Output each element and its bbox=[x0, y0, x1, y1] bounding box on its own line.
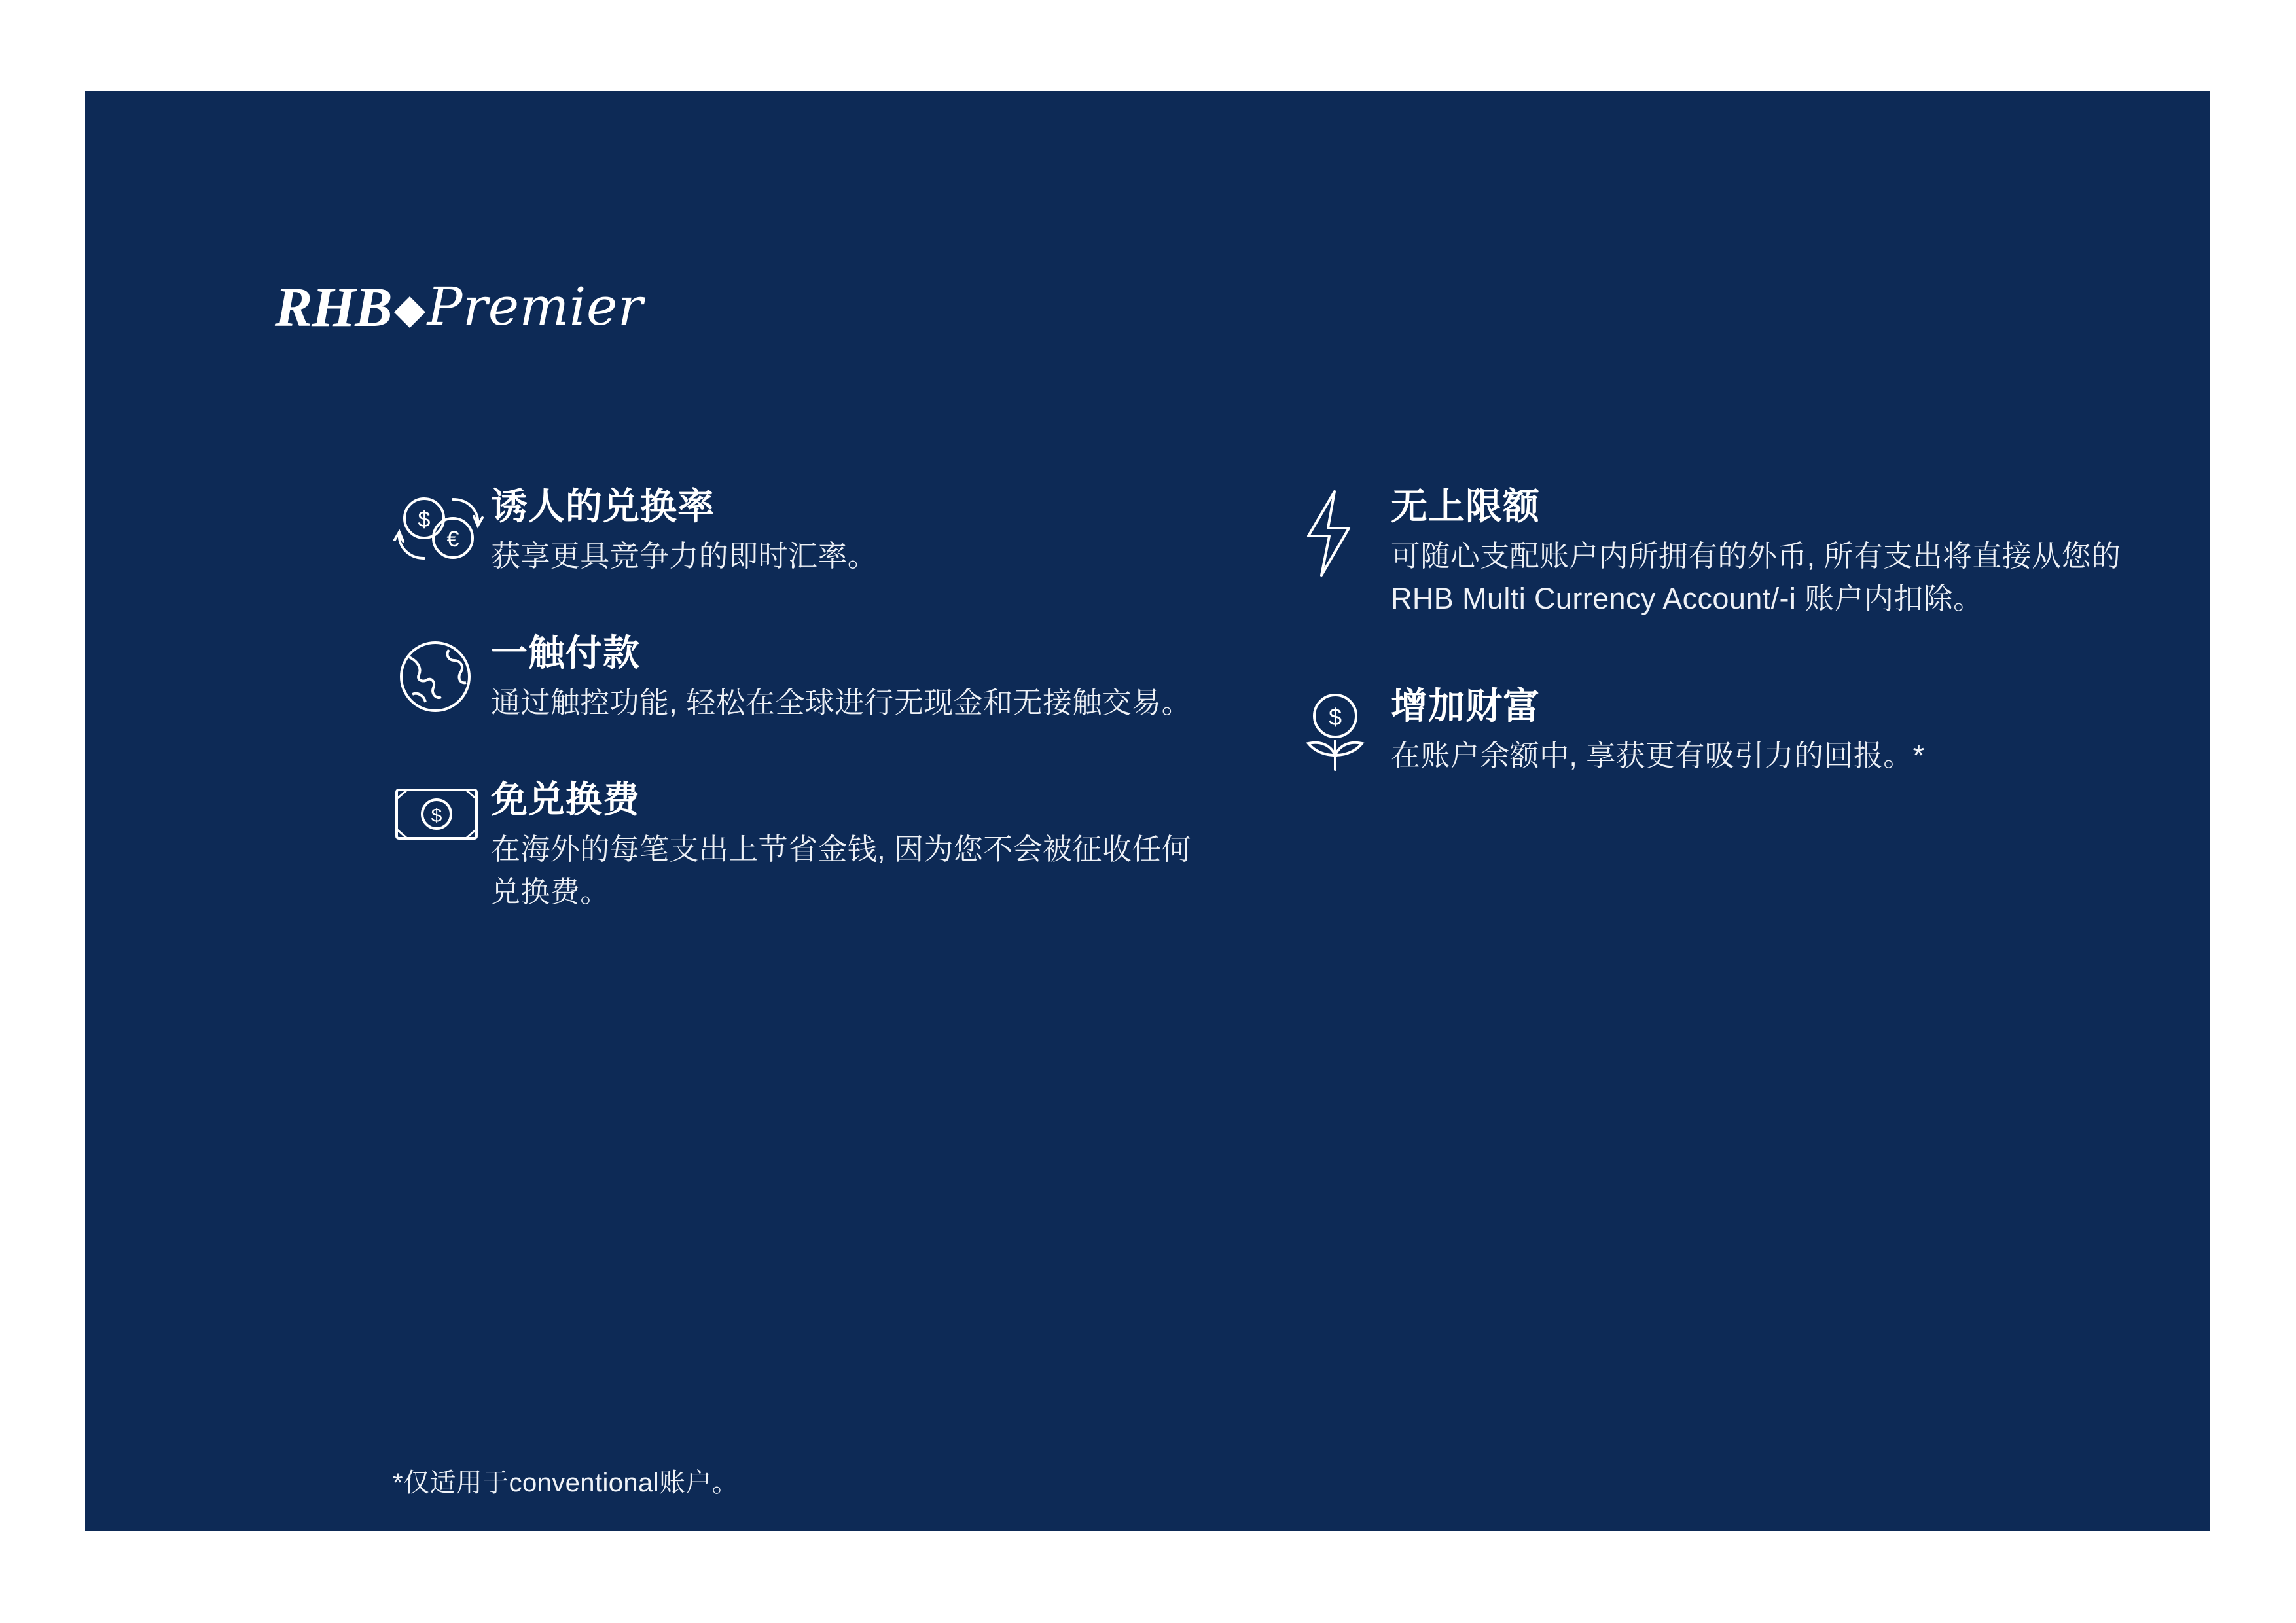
feature-text bbox=[491, 484, 1211, 577]
feature-text bbox=[1391, 484, 2144, 620]
svg-text:$: $ bbox=[431, 805, 442, 827]
feature-item bbox=[1293, 683, 2144, 781]
rhb-premier-logo bbox=[275, 268, 643, 346]
feature-column-left bbox=[393, 484, 1211, 962]
logo-rhb-text: RHB bbox=[275, 276, 392, 338]
feature-item bbox=[393, 484, 1211, 582]
feature-text bbox=[491, 630, 1211, 724]
logo-premier-text: Premier bbox=[427, 276, 643, 337]
feature-item bbox=[393, 777, 1211, 914]
feature-description: 通过触控功能, 轻松在全球进行无现金和无接触交易。 bbox=[491, 686, 1192, 720]
feature-description: 在账户余额中, 享获更有吸引力的回报。* bbox=[1391, 738, 1925, 772]
money-plant-icon bbox=[1293, 683, 1391, 781]
navy-panel bbox=[85, 91, 2210, 1531]
feature-text bbox=[491, 777, 1211, 914]
currency-exchange-icon bbox=[393, 484, 491, 582]
feature-text bbox=[1391, 683, 2144, 777]
feature-description: 获享更具竞争力的即时汇率。 bbox=[491, 539, 878, 573]
feature-description: 在海外的每笔支出上节省金钱, 因为您不会被征收任何兑换费。 bbox=[491, 832, 1192, 909]
svg-text:$: $ bbox=[1328, 703, 1342, 730]
svg-text:€: € bbox=[446, 527, 459, 552]
svg-text:$: $ bbox=[418, 507, 431, 532]
feature-title: 一触付款 bbox=[491, 632, 640, 673]
feature-item bbox=[393, 630, 1211, 728]
globe-icon bbox=[393, 630, 491, 728]
footnote: *仅适用于conventional账户。 bbox=[393, 1469, 739, 1497]
feature-title: 免兑换费 bbox=[491, 779, 640, 820]
lightning-bolt-icon bbox=[1293, 484, 1391, 582]
banknote-icon bbox=[393, 777, 491, 875]
feature-description: 可随心支配账户内所拥有的外币, 所有支出将直接从您的RHB Multi Currency Account/-i 账户内扣除。 bbox=[1391, 539, 2121, 616]
feature-item bbox=[1293, 484, 2144, 620]
feature-column-right bbox=[1293, 484, 2144, 844]
feature-title: 无上限额 bbox=[1391, 486, 1540, 527]
feature-title: 增加财富 bbox=[1391, 685, 1540, 726]
feature-title: 诱人的兑换率 bbox=[491, 486, 715, 527]
diamond-icon bbox=[394, 296, 425, 328]
